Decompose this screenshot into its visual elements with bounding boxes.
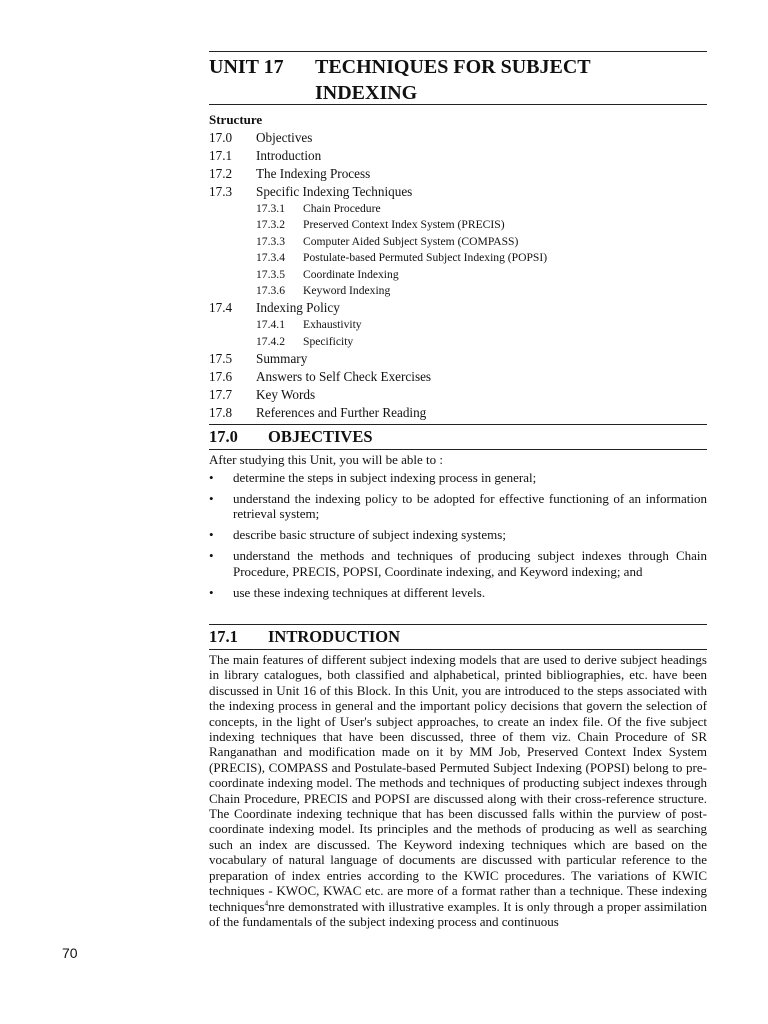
toc-item-number: 17.4: [209, 300, 233, 316]
toc-item-label: Summary: [256, 351, 308, 367]
toc-subitem: [209, 201, 707, 217]
toc-item: [209, 129, 707, 147]
objectives-number: 17.0: [209, 427, 238, 446]
introduction-top-rule: [209, 624, 707, 625]
toc-item-label: Preserved Context Index System (PRECIS): [303, 218, 505, 232]
toc-subitem: [209, 250, 707, 266]
toc-item-number: 17.3: [209, 184, 233, 199]
toc-item-number: 17.4.1: [256, 318, 285, 332]
introduction-number: 17.1: [209, 627, 238, 646]
bullet-icon: •: [209, 491, 214, 506]
bullet-icon: •: [209, 548, 214, 564]
introduction-text-part1: The main features of different subject indexing models that are used to derive subject headings in library catalogues, both classified and alphabetical, printed bibliographies, etc. have been discussed in Unit 16 of this Block. In this Unit, you are introduced to the steps associated with the indexing process in general and the important policy decisions that govern the selection of concepts, in the light of User's subject approaches, to create an index file. Of the five subject indexing techniques that have been discussed, three of them viz. Chain Procedure of SR Ranganathan and modification made on it by MM Job, Preserved Context Index System (PRECIS), COMPASS and Postulate-based Permuted Subject Indexing (POPSI) belong to pre-coordinate indexing model. The methods and techniques of producting subject indexes through Chain Procedure, PRECIS and POPSI are discussed along with their cross-reference structure. The Coordinate indexing technique that has been discussed falls within the purview of post-coordinate indexing model. Its principles and the methods of producing as well as searching such an index are discussed. The Keyword indexing techniques which are based on the vocabulary of natural language of documents are discussed with particular reference to the preparation of index entries according to the KWIC procedures. The variations of KWIC techniques - KWOC, KWAC etc. are more of a format rather than a technique. These indexing techniques: [209, 652, 707, 914]
toc-item-label: Keyword Indexing: [303, 283, 391, 297]
footnote-marker: 4: [264, 899, 269, 908]
toc-item: [209, 350, 707, 368]
title-rule: [209, 104, 707, 105]
toc-item-number: 17.3.6: [256, 283, 285, 297]
objectives-top-rule: [209, 424, 707, 425]
bullet-icon: •: [209, 470, 214, 485]
toc-item: [209, 299, 707, 317]
toc-item-label: Introduction: [256, 148, 322, 163]
toc-item-number: 17.6: [209, 369, 233, 385]
objective-text: understand the methods and techniques of producing subject indexes through Chain Procedure, PRECIS, POPSI, Coordinate indexing, and Keyword indexing; and: [233, 548, 707, 579]
unit-number: UNIT 17: [209, 56, 284, 78]
introduction-bottom-rule: [209, 649, 707, 650]
objectives-title: OBJECTIVES: [268, 427, 373, 446]
toc-item-label: Key Words: [256, 387, 316, 403]
unit-title-line2: INDEXING: [315, 82, 418, 104]
toc-item-label: Postulate-based Permuted Subject Indexing (POPSI): [303, 251, 548, 265]
toc-item-number: 17.5: [209, 351, 233, 367]
toc-item: [209, 183, 707, 201]
table-of-contents: [209, 129, 707, 422]
objective-item: [209, 470, 707, 485]
top-rule: [209, 51, 707, 52]
toc-item-label: Objectives: [256, 130, 313, 145]
toc-item-number: 17.8: [209, 405, 233, 421]
toc-item-number: 17.2: [209, 166, 233, 181]
bullet-icon: •: [209, 527, 214, 543]
objective-text: describe basic structure of subject indexing systems;: [233, 527, 506, 543]
toc-item-number: 17.3.1: [256, 202, 285, 215]
introduction-title: INTRODUCTION: [268, 627, 401, 646]
toc-subitem: [209, 334, 707, 350]
objectives-heading: [209, 427, 373, 447]
unit-title: [209, 54, 707, 106]
toc-item: [209, 386, 707, 404]
toc-item-label: Chain Procedure: [303, 202, 381, 215]
toc-item-label: Specific Indexing Techniques: [256, 184, 413, 199]
objective-item: [209, 548, 707, 579]
introduction-text-part2: nre demonstrated with illustrative examples. It is only through a proper assimilation of the fundamentals of the subject indexing process and continuous: [209, 898, 707, 929]
introduction-body: [209, 652, 707, 929]
objectives-list: [209, 470, 707, 606]
structure-heading: Structure: [209, 112, 263, 127]
toc-subitem: [209, 317, 707, 333]
objective-text: use these indexing techniques at different levels.: [233, 584, 486, 600]
unit-title-line1: TECHNIQUES FOR SUBJECT: [315, 56, 591, 78]
toc-subitem: [209, 283, 707, 299]
toc-item-label: Answers to Self Check Exercises: [256, 369, 432, 385]
toc-item: [209, 147, 707, 165]
objective-item: [209, 585, 707, 600]
toc-item-number: 17.1: [209, 148, 233, 163]
objective-text: determine the steps in subject indexing process in general;: [233, 470, 537, 485]
toc-item-number: 17.3.2: [256, 218, 285, 232]
objective-item: [209, 491, 707, 522]
toc-subitem: [209, 267, 707, 283]
toc-item-number: 17.0: [209, 130, 233, 145]
objectives-intro: After studying this Unit, you will be able to :: [209, 452, 443, 467]
toc-item-label: Exhaustivity: [303, 318, 362, 332]
toc-item-label: Specificity: [303, 334, 354, 348]
bullet-icon: •: [209, 584, 214, 600]
objective-item: [209, 527, 707, 542]
objectives-bottom-rule: [209, 449, 707, 450]
toc-item: [209, 165, 707, 183]
objective-text: understand the indexing policy to be adopted for effective functioning of an information retrieval system;: [233, 491, 707, 522]
toc-item-number: 17.7: [209, 387, 233, 403]
toc-item-label: Computer Aided Subject System (COMPASS): [303, 234, 519, 248]
toc-item: [209, 404, 707, 422]
toc-subitem: [209, 234, 707, 250]
introduction-heading: [209, 627, 400, 647]
toc-item-number: 17.3.4: [256, 251, 285, 265]
toc-item-number: 17.3.3: [256, 234, 285, 248]
toc-item-number: 17.4.2: [256, 334, 285, 348]
toc-item-label: Indexing Policy: [256, 300, 340, 316]
toc-item-number: 17.3.5: [256, 267, 285, 281]
toc-item-label: Coordinate Indexing: [303, 267, 399, 281]
toc-item-label: References and Further Reading: [256, 405, 427, 421]
page-number: 70: [62, 945, 78, 961]
toc-item-label: The Indexing Process: [256, 166, 371, 181]
toc-subitem: [209, 217, 707, 233]
toc-item: [209, 368, 707, 386]
